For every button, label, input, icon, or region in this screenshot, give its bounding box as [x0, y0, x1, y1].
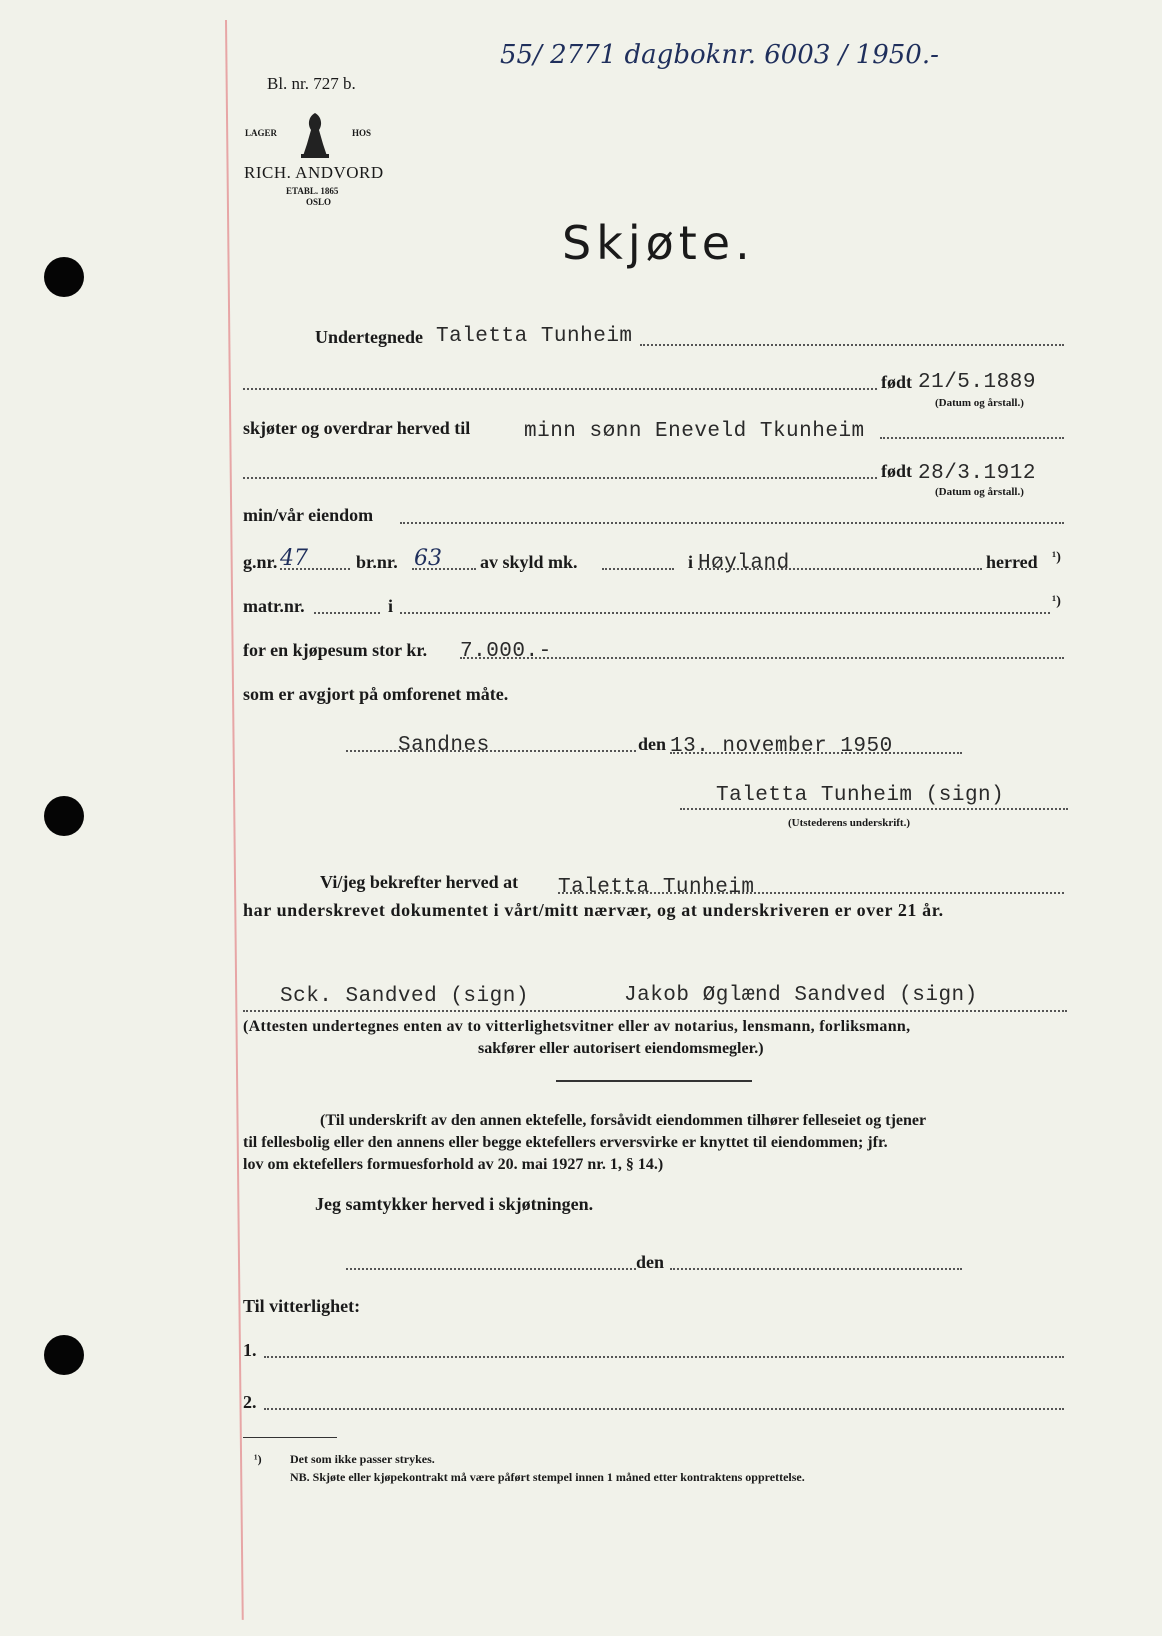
brnr-label: br.nr. [356, 552, 398, 572]
witness-two-signature: Jakob Øglænd Sandved (sign) [624, 984, 978, 1007]
attestation-dotted-line [558, 892, 1064, 894]
matr-in-dotted-line [400, 612, 1050, 614]
separator-line [556, 1080, 752, 1082]
publisher-city: OSLO [306, 197, 332, 207]
witness-line-1 [264, 1356, 1064, 1358]
herred-dotted-line [698, 568, 982, 570]
herred-in-label: i [688, 552, 694, 572]
witness-line-1-number: 1. [243, 1340, 257, 1360]
grantee-name: minn sønn Eneveld Tkunheim [524, 420, 865, 443]
brnr-value: 63 [414, 546, 442, 571]
skyld-dotted-line [602, 568, 674, 570]
signing-date: 13. november 1950 [670, 735, 893, 758]
signing-place: Sandnes [398, 734, 490, 757]
witness-dotted-line [243, 1010, 1067, 1012]
spouse-paragraph-line1: (Til underskrift av den annen ektefelle, forsåvidt eiendommen tilhører felleseiet og tjener [320, 1112, 927, 1129]
grantee-born-dotted-line [243, 477, 877, 479]
grantee-label: skjøter og overdrar herved til [243, 418, 471, 438]
spouse-place-dotted-line [346, 1268, 636, 1270]
spouse-consent: Jeg samtykker herved i skjøtningen. [315, 1194, 594, 1214]
price-value: 7.000.- [460, 640, 552, 663]
grantee-dotted-line [880, 437, 1064, 439]
grantor-date-hint: (Datum og årstall.) [935, 397, 1024, 409]
price-label: for en kjøpesum stor kr. [243, 640, 428, 660]
grantee-date-hint: (Datum og årstall.) [935, 486, 1024, 498]
grantor-label: Undertegnede [315, 327, 423, 347]
footnote-line1: Det som ikke passer strykes. [290, 1452, 435, 1466]
footnote-line2: NB. Skjøte eller kjøpekontrakt må være påført stempel innen 1 måned etter kontraktens opprettelse. [290, 1470, 805, 1484]
punch-hole-top [44, 257, 84, 297]
matr-footnote-mark: ¹) [1052, 594, 1061, 609]
attestation-note-line1: (Attesten undertegnes enten av to vitterlighetsvitner eller av notarius, lensmann, forliksmann, [243, 1018, 911, 1035]
handwritten-reference: 55/ 2771 dagboknr. 6003 / 1950.- [500, 40, 939, 70]
herred-label: herred [986, 552, 1038, 572]
signing-den-label: den [638, 734, 667, 754]
spouse-den-label: den [636, 1252, 665, 1272]
publisher-name: RICH. ANDVORD [244, 163, 384, 182]
gnr-value: 47 [280, 546, 308, 571]
property-label: min/vår eiendom [243, 505, 374, 525]
signature-dotted-line [680, 808, 1068, 810]
form-number: Bl. nr. 727 b. [267, 74, 356, 93]
spouse-paragraph-line2: til fellesbolig eller den annens eller begge ektefellers erversvirke er knyttet til eiendommen; jfr. [243, 1134, 888, 1151]
grantor-signature: Taletta Tunheim (sign) [716, 784, 1005, 807]
document-title: Skjøte. [562, 216, 755, 270]
brnr-dotted-line [412, 568, 476, 570]
grantee-born-date: 28/3.1912 [918, 462, 1036, 485]
witness-one-signature: Sck. Sandved (sign) [280, 985, 529, 1008]
matr-label: matr.nr. [243, 596, 305, 616]
grantor-born-label: født [881, 372, 912, 392]
attestation-note-line2: sakfører eller autorisert eiendomsmegler.) [478, 1040, 764, 1057]
grantor-dotted-line [640, 344, 1064, 346]
punch-hole-middle [44, 796, 84, 836]
grantor-name: Taletta Tunheim [436, 325, 633, 348]
signing-date-dotted-line [670, 752, 962, 754]
punch-hole-bottom [44, 1335, 84, 1375]
herred-footnote-mark: ¹) [1052, 550, 1061, 565]
attestation-name: Taletta Tunheim [558, 876, 755, 899]
publisher-established: ETABL. 1865 [286, 186, 339, 196]
grantor-born-dotted-line [243, 388, 877, 390]
witness-line-2-number: 2. [243, 1392, 257, 1412]
skyld-label: av skyld mk. [480, 552, 578, 572]
footnote-mark: ¹) [254, 1452, 262, 1466]
settled-text: som er avgjort på omforenet måte. [243, 684, 509, 704]
attestation-line2: har underskrevet dokumentet i vårt/mitt nærvær, og at underskriveren er over 21 år. [243, 900, 944, 920]
witnesses-label: Til vitterlighet: [243, 1296, 361, 1316]
spouse-paragraph-line3: lov om ektefellers formuesforhold av 20. mai 1927 nr. 1, § 14.) [243, 1156, 664, 1173]
publisher-left-word: LAGER [245, 128, 278, 138]
witness-line-2 [264, 1408, 1064, 1410]
margin-rule [225, 20, 244, 1620]
gnr-dotted-line [280, 568, 350, 570]
grantor-born-date: 21/5.1889 [918, 371, 1036, 394]
attestation-intro: Vi/jeg bekrefter herved at [320, 872, 519, 892]
grantee-born-label: født [881, 461, 912, 481]
herred-value: Høyland [698, 552, 790, 575]
place-dotted-line [346, 750, 636, 752]
publisher-logo-icon [297, 110, 333, 160]
matr-dotted-line [314, 612, 380, 614]
price-dotted-line [460, 657, 1064, 659]
spouse-date-dotted-line [670, 1268, 962, 1270]
footnote-rule [243, 1437, 337, 1438]
matr-in-label: i [388, 596, 394, 616]
gnr-label: g.nr. [243, 552, 278, 572]
property-dotted-line [400, 522, 1064, 524]
publisher-right-word: HOS [352, 128, 372, 138]
signature-hint: (Utstederens underskrift.) [788, 817, 911, 829]
